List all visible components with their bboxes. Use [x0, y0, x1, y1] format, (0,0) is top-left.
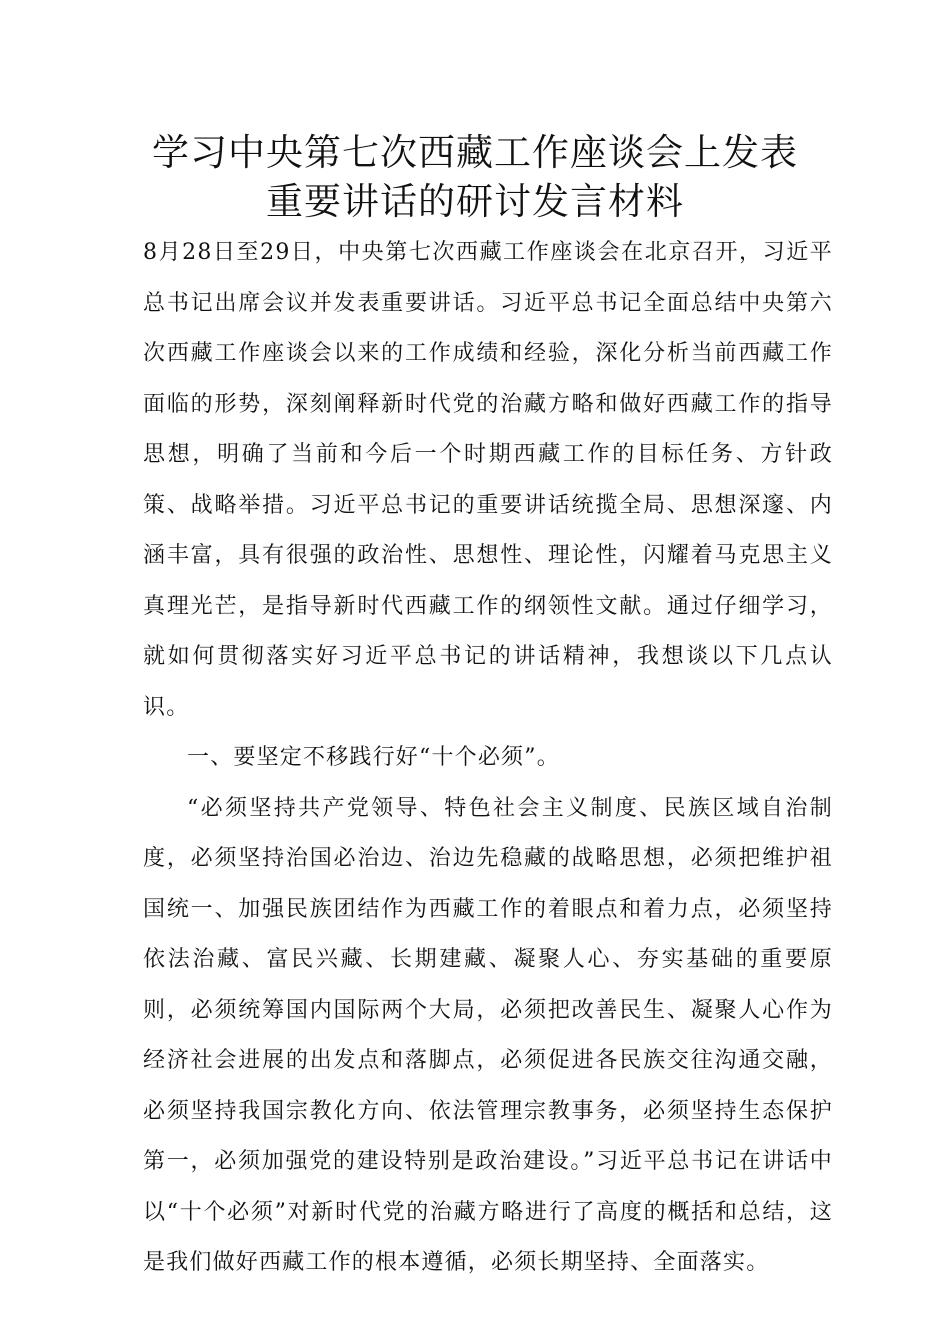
body-paragraph: “必须坚持共产党领导、特色社会主义制度、民族区域自治制度，必须坚持治国必治边、治边先稳藏的战略思想，必须把维护祖国统一、加强民族团结作为西藏工作的着眼点和着力点，必须坚持依法治藏、富民兴藏、长期建藏、凝聚人心、夯实基础的重要原则，必须统筹国内国际两个大局，必须把改善民生、凝聚人心作为经济社会进展的出发点和落脚点，必须促进各民族交往沟通交融，必须坚持我国宗教化方向、依法管理宗教事务，必须坚持生态保护第一，必须加强党的建设特别是政治建设。”习近平总书记在讲话中以“十个必须”对新时代党的治藏方略进行了高度的概括和总结，这是我们做好西藏工作的根本遵循，必须长期坚持、全面落实。 — [143, 795, 833, 1275]
document-title — [100, 128, 850, 226]
title-line-2: 重要讲话的研讨发言材料 — [266, 180, 684, 223]
intro-paragraph: 8月28日至29日，中央第七次西藏工作座谈会在北京召开，习近平总书记出席会议并发表重要讲话。习近平总书记全面总结中央第六次西藏工作座谈会以来的工作成绩和经验，深化分析当前西藏工作面临的形势，深刻阐释新时代党的治藏方略和做好西藏工作的指导思想，明确了当前和今后一个时期西藏工作的目标任务、方针政策、战略举措。习近平总书记的重要讲话统揽全局、思想深邃、内涵丰富，具有很强的政治性、思想性、理论性，闪耀着马克思主义真理光芒，是指导新时代西藏工作的纲领性文献。通过仔细学习，就如何贯彻落实好习近平总书记的讲话精神，我想谈以下几点认识。 — [143, 240, 833, 720]
document-body — [143, 228, 833, 1289]
title-line-1: 学习中央第七次西藏工作座谈会上发表 — [152, 131, 798, 174]
section-heading-1: 一、要坚定不移践行好“十个必须”。 — [187, 745, 560, 770]
